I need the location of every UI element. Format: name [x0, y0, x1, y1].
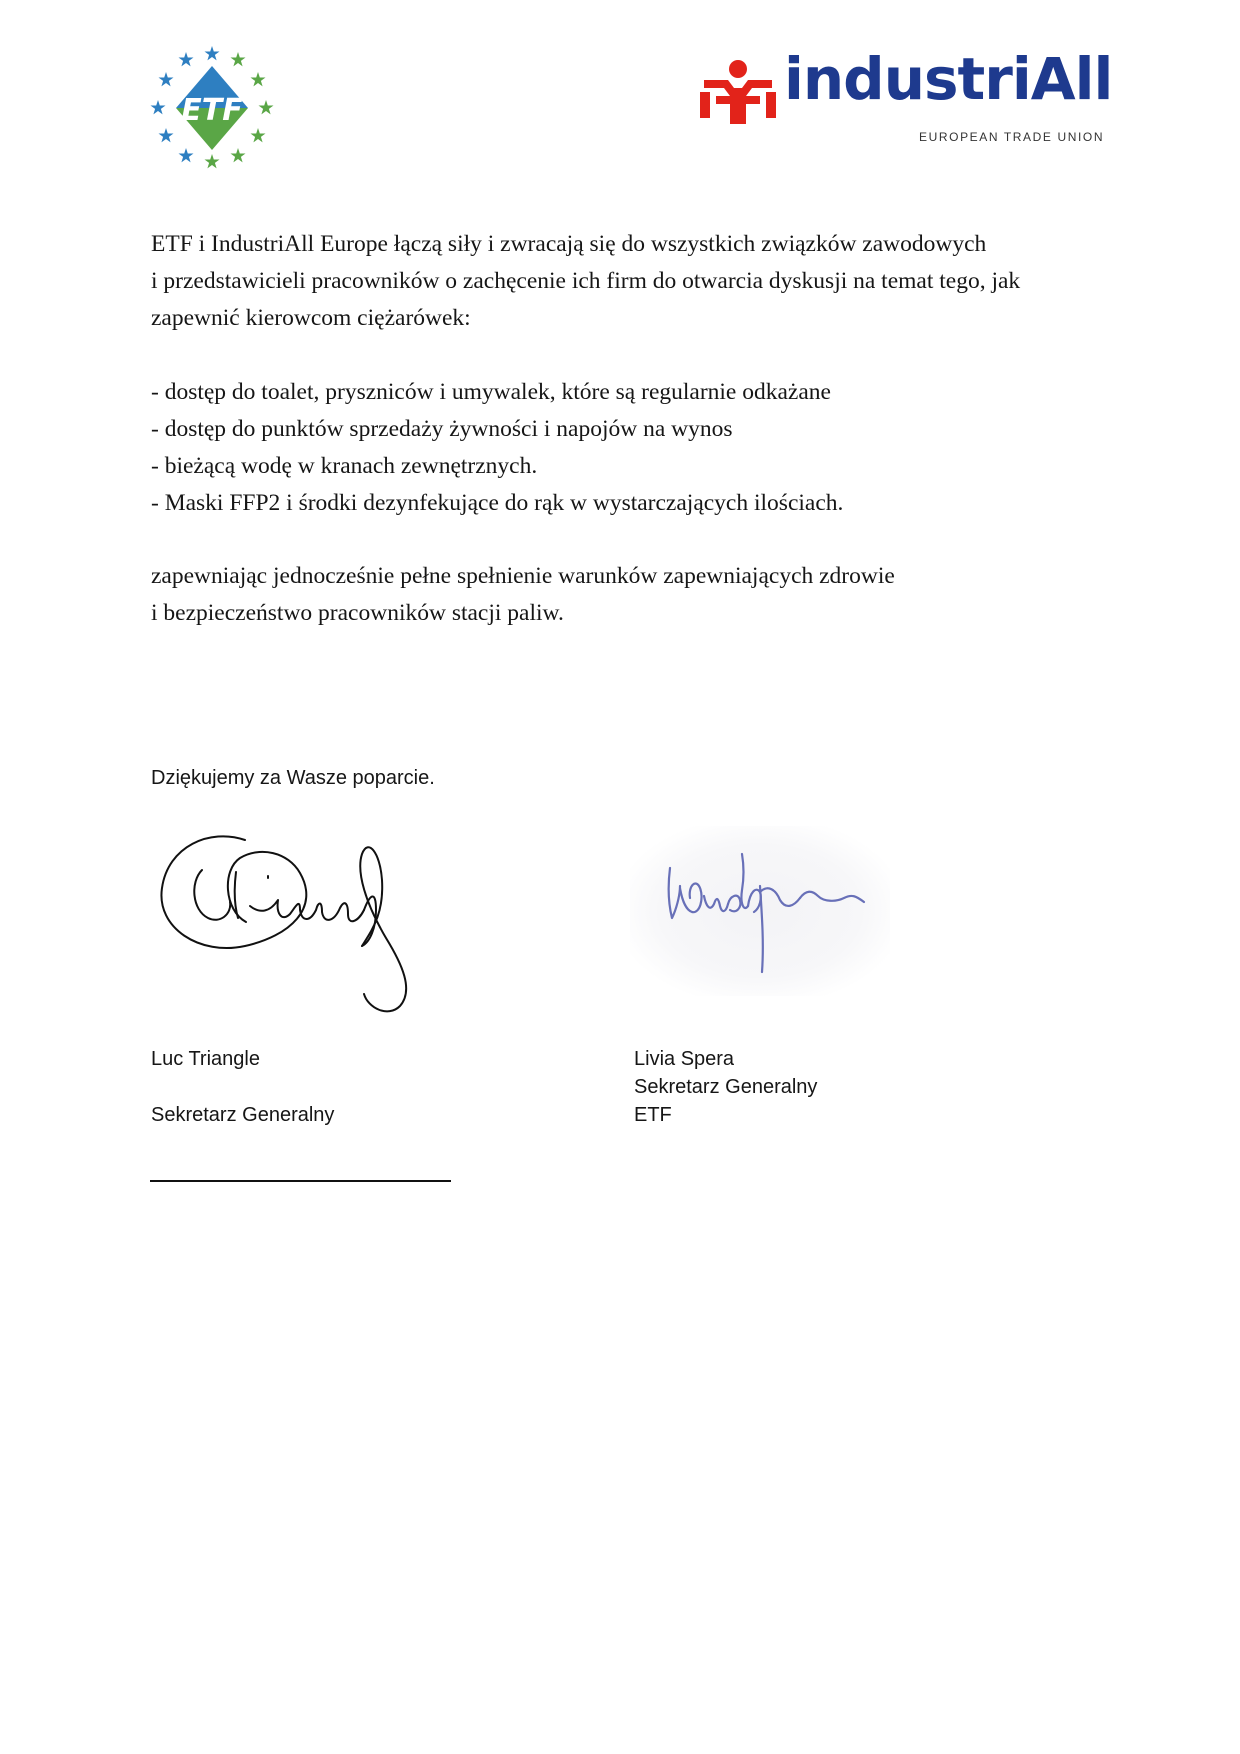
- star-icon: [251, 72, 266, 86]
- signatory-2-name: Livia Spera: [634, 1048, 735, 1070]
- list-item: - dostęp do punktów sprzedaży żywności i napojów na wynos: [151, 416, 733, 442]
- etf-logo: [148, 44, 276, 172]
- star-icon: [251, 128, 266, 142]
- intro-line: ETF i IndustriAll Europe łączą siły i zwracają się do wszystkich związków zawodowych: [151, 231, 987, 257]
- signature-luc-triangle: [150, 818, 450, 1018]
- closing-line: i bezpieczeństwo pracowników stacji paliw.: [151, 600, 564, 626]
- requirements-list: [151, 374, 1091, 522]
- star-icon: [205, 46, 220, 60]
- intro-paragraph: [151, 226, 1091, 337]
- star-icon: [259, 100, 274, 114]
- industriall-wordmark: industriAll: [784, 45, 1113, 113]
- signatory-1-title: Sekretarz Generalny: [151, 1104, 335, 1126]
- intro-line: i przedstawicieli pracowników o zachęcenie ich firm do otwarcia dyskusji na temat tego, jak: [151, 268, 1021, 294]
- signature-ink: [630, 826, 890, 996]
- signature-livia-spera: [630, 826, 890, 996]
- closing-line: zapewniając jednocześnie pełne spełnienie warunków zapewniających zdrowie: [151, 563, 895, 589]
- list-item: - bieżącą wodę w kranach zewnętrznych.: [151, 453, 538, 479]
- star-icon: [231, 52, 246, 66]
- star-icon: [179, 148, 194, 162]
- star-icon: [151, 100, 166, 114]
- industriall-logo: [700, 45, 1113, 150]
- star-icon: [159, 72, 174, 86]
- star-icon: [231, 148, 246, 162]
- closing-paragraph: [151, 558, 1091, 632]
- list-item: - Maski FFP2 i środki dezynfekujące do rąk w wystarczających ilościach.: [151, 490, 844, 516]
- thanks-line: Dziękujemy za Wasze poparcie.: [151, 767, 435, 789]
- industriall-figure-icon: [700, 58, 776, 126]
- signatory-2-title: Sekretarz Generalny: [634, 1076, 818, 1098]
- signatory-2-org: ETF: [634, 1104, 672, 1126]
- industriall-tagline: EUROPEAN TRADE UNION: [919, 130, 1105, 144]
- horizontal-rule: [150, 1180, 451, 1182]
- star-icon: [205, 154, 220, 168]
- star-icon: [159, 128, 174, 142]
- intro-line: zapewnić kierowcom ciężarówek:: [151, 305, 471, 331]
- list-item: - dostęp do toalet, pryszniców i umywalek, które są regularnie odkażane: [151, 379, 831, 405]
- etf-logo-text: ETF: [181, 93, 243, 128]
- star-icon: [179, 52, 194, 66]
- signatory-1-name: Luc Triangle: [151, 1048, 260, 1070]
